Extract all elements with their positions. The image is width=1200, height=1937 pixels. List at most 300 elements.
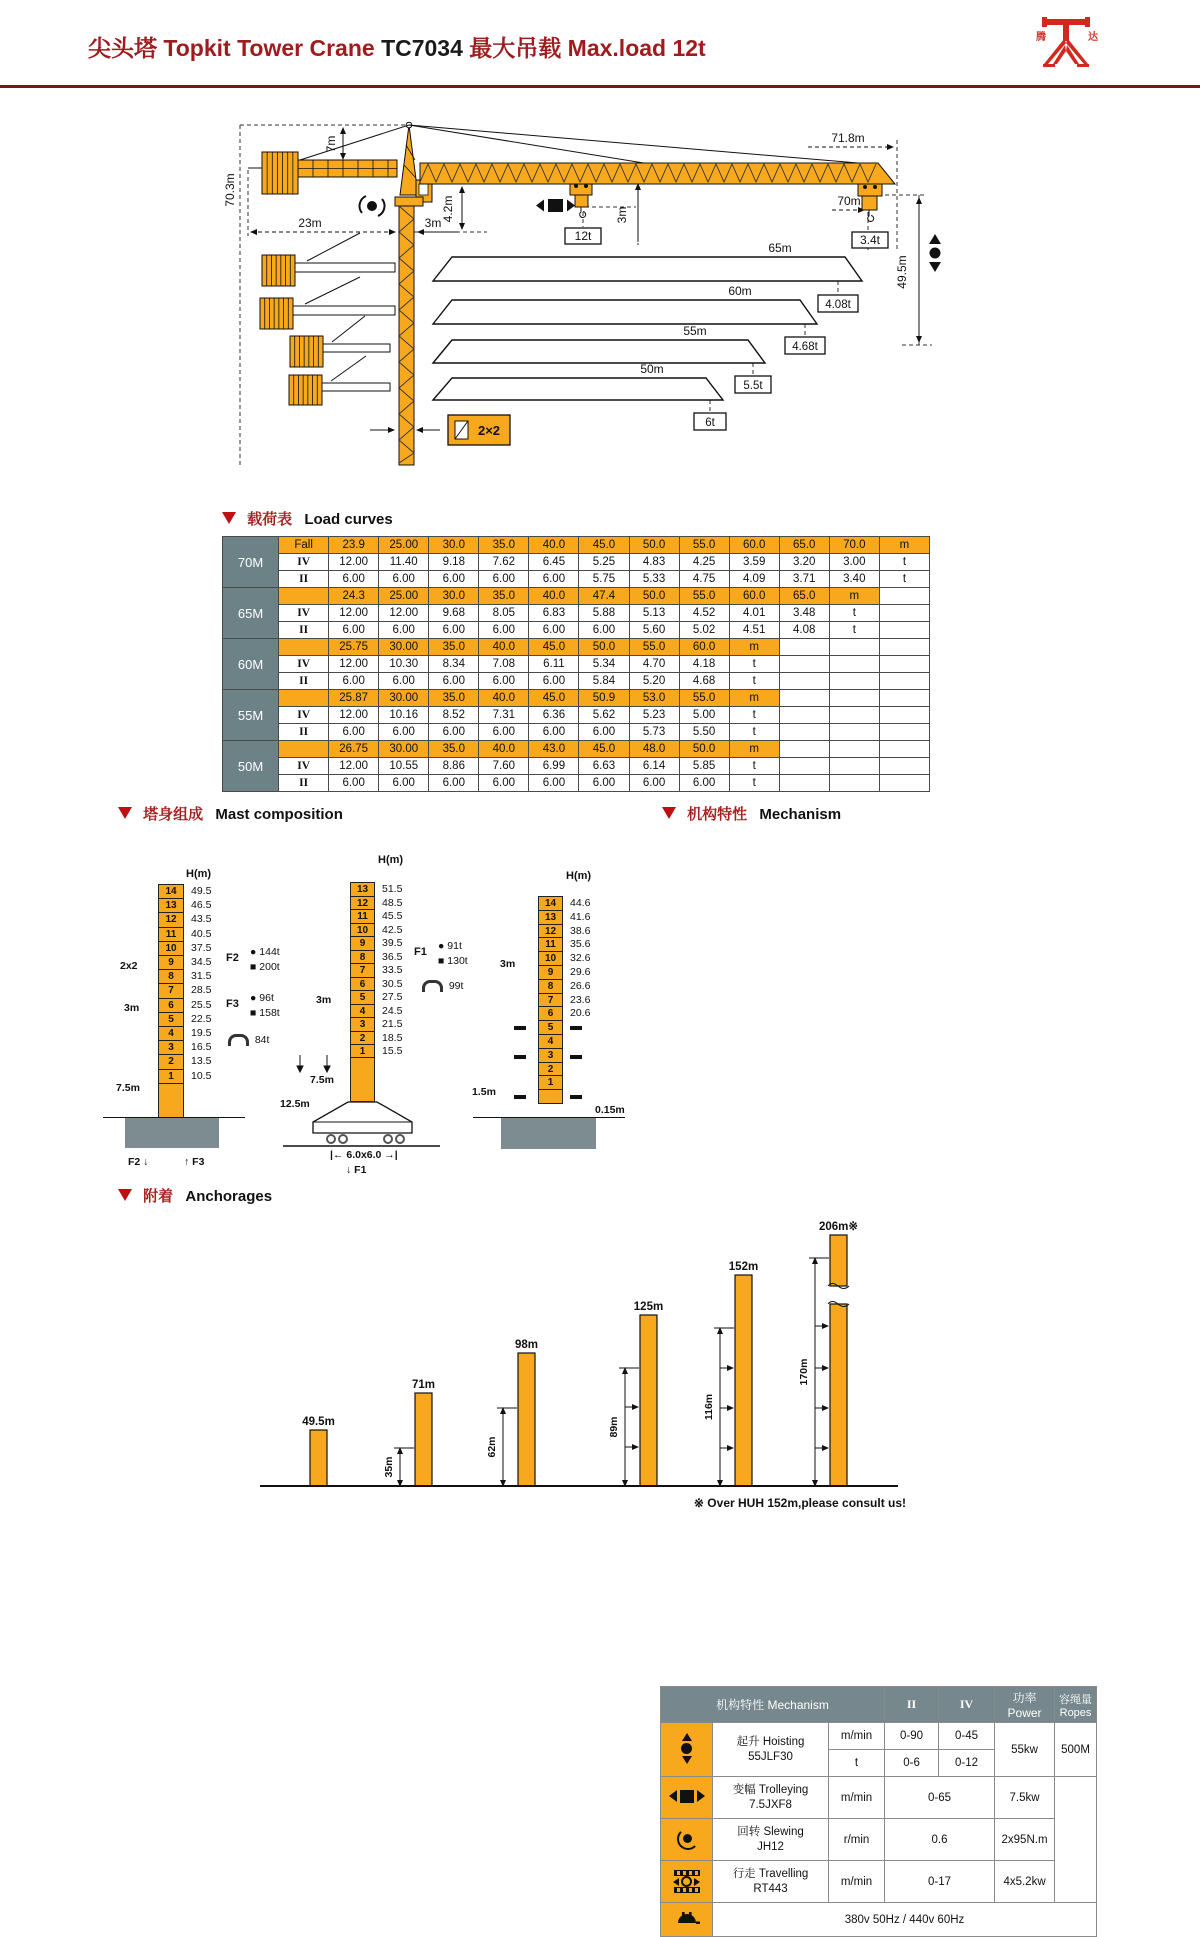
mast-segment: 1 <box>538 1075 563 1090</box>
mast-segment-height: 13.5 <box>191 1055 212 1068</box>
load-curves-en: Load curves <box>304 511 393 528</box>
mast-segment: 4 <box>538 1034 563 1049</box>
anchor-dash <box>514 1095 526 1099</box>
f1-sq-value: ■ 130t <box>438 955 468 967</box>
mast-segment-height: 44.6 <box>570 897 591 909</box>
hoist-icon <box>681 1733 692 1764</box>
load-ii-cell: 5.60 <box>629 622 679 639</box>
radius-cell: 55.0 <box>679 588 729 605</box>
mast2-f1: ↓ F1 <box>346 1164 367 1176</box>
load-ii-cell: 5.73 <box>629 724 679 741</box>
radius-cell: 50.0 <box>629 537 679 554</box>
radius-cell: 55.0 <box>629 639 679 656</box>
mast-segment: 7 <box>538 993 563 1008</box>
load-iv-cell: 5.85 <box>679 758 729 775</box>
load-iv-cell: 5.23 <box>629 707 679 724</box>
radius-cell: 50.0 <box>629 588 679 605</box>
radius-cell: 45.0 <box>529 639 579 656</box>
counter-jib <box>248 152 397 194</box>
mast1-reeving: 2x2 <box>120 960 138 972</box>
load-ii-cell <box>779 724 829 741</box>
anchor-dash <box>570 1055 582 1059</box>
f3-annotation: F3 <box>226 998 239 1010</box>
section-anchorages <box>118 1185 272 1206</box>
travelling-name: 行走 Travelling RT443 <box>713 1861 829 1903</box>
load-ii-cell: t <box>879 571 929 588</box>
load-ii-cell: 6.00 <box>379 673 429 690</box>
mast-segment: 7 <box>158 983 184 998</box>
mast-segment-height: 16.5 <box>191 1041 212 1054</box>
load-ii-cell: t <box>729 673 779 690</box>
reeving-label: 2×2 <box>477 423 501 438</box>
radius-cell: m <box>729 741 779 758</box>
mast-segment-height: 43.5 <box>191 913 212 926</box>
radius-cell: 40.0 <box>479 639 529 656</box>
jib-length-group: 70M <box>223 537 279 588</box>
load-iv-cell: IV <box>279 605 329 622</box>
load-iv-cell: 12.00 <box>329 656 379 673</box>
travel-power: 4x5.2kw <box>995 1861 1055 1903</box>
radius-cell: 55.0 <box>679 537 729 554</box>
power-supply: 380v 50Hz / 440v 60Hz <box>713 1903 1097 1937</box>
anchor-height-label: 170m <box>798 1358 810 1386</box>
slewing-name: 回转 Slewing JH12 <box>713 1819 829 1861</box>
load-iv-cell: 4.25 <box>679 554 729 571</box>
mast3-low: 1.5m <box>472 1086 496 1098</box>
header-rule <box>0 85 1200 88</box>
load-ii-cell: 6.00 <box>629 775 679 792</box>
load-ii-cell: 6.00 <box>429 571 479 588</box>
load-iv-cell: 6.99 <box>529 758 579 775</box>
foundation-1 <box>125 1118 219 1148</box>
load-ii-cell: 6.00 <box>529 571 579 588</box>
mech-header: 机构特性 Mechanism <box>661 1687 885 1723</box>
mast-segment: 3 <box>158 1040 184 1055</box>
anchor-height-label: 35m <box>383 1456 395 1478</box>
slew-value: 0.6 <box>885 1819 995 1861</box>
mast-segment: 12 <box>350 896 375 911</box>
load-ii-cell: 6.00 <box>529 622 579 639</box>
radius-cell: 50.0 <box>679 741 729 758</box>
load-ii-cell: 6.00 <box>429 724 479 741</box>
radius-cell: 23.9 <box>329 537 379 554</box>
load-iv-cell: 12.00 <box>329 554 379 571</box>
load-ii-cell: 6.00 <box>379 775 429 792</box>
load-ii-cell: 6.00 <box>529 724 579 741</box>
hoist-direction-icon <box>929 234 941 272</box>
max-load-label: 12t <box>574 229 592 243</box>
load-ii-cell <box>829 673 879 690</box>
dim-tip-radius: 71.8m <box>831 131 865 145</box>
f1-dot-value: ● 91t <box>438 940 462 952</box>
radius-cell <box>879 741 929 758</box>
trolleying-name: 变幅 Trolleying 7.5JXF8 <box>713 1777 829 1819</box>
load-iv-cell: 3.00 <box>829 554 879 571</box>
mast-segment-height: 49.5 <box>191 885 212 897</box>
mast-segment-height: 38.6 <box>570 924 591 937</box>
load-iv-cell: 7.31 <box>479 707 529 724</box>
load-iv-cell: 5.34 <box>579 656 629 673</box>
slew-icon-cell <box>661 1819 713 1861</box>
anchor-dash <box>570 1095 582 1099</box>
load-iv-cell: t <box>729 656 779 673</box>
jib-55-load: 5.5t <box>743 380 763 392</box>
jib-60-load: 4.68t <box>792 341 818 353</box>
mast-segment <box>538 1089 563 1104</box>
hoist-iv-2: 0-12 <box>939 1750 995 1777</box>
trolley-unit: m/min <box>829 1777 885 1819</box>
mast-en: Mast composition <box>215 806 343 823</box>
load-iv-cell: 5.25 <box>579 554 629 571</box>
radius-cell <box>279 690 329 707</box>
section-marker-icon <box>222 512 236 524</box>
arch-icon <box>422 980 443 992</box>
col-ii: II <box>885 1687 939 1723</box>
jib-length-group: 60M <box>223 639 279 690</box>
col-iv: IV <box>939 1687 995 1723</box>
load-iv-cell: IV <box>279 656 329 673</box>
mast-segment: 2 <box>158 1054 184 1069</box>
radius-cell: 45.0 <box>579 741 629 758</box>
radius-cell: 25.75 <box>329 639 379 656</box>
main-jib <box>420 163 895 184</box>
mast-segment-height: 37.5 <box>191 941 212 954</box>
hoisting-name: 起升 Hoisting 55JLF30 <box>713 1723 829 1777</box>
radius-cell: 47.4 <box>579 588 629 605</box>
load-ii-cell: 4.75 <box>679 571 729 588</box>
bar-height-label: 206m※ <box>818 1221 859 1233</box>
hoist-unit-2: t <box>829 1750 885 1777</box>
load-iv-cell: t <box>879 554 929 571</box>
mast-segment: 11 <box>350 909 375 924</box>
load-iv-cell: IV <box>279 707 329 724</box>
hoist-iv-1: 0-45 <box>939 1723 995 1750</box>
trolley-hook <box>570 184 592 217</box>
anchor-bar <box>518 1353 535 1486</box>
section-mast <box>118 803 343 824</box>
load-ii-cell <box>829 775 879 792</box>
dim-total-height: 70.3m <box>223 173 237 207</box>
load-ii-cell: 6.00 <box>479 622 529 639</box>
hoist-icon-cell <box>661 1723 713 1777</box>
load-ii-cell: II <box>279 724 329 741</box>
anchorages-chart <box>250 1210 950 1510</box>
load-ii-cell: 5.33 <box>629 571 679 588</box>
slewing-icon <box>360 196 385 216</box>
jib-length-group: 55M <box>223 690 279 741</box>
mast-segment: 9 <box>538 965 563 980</box>
load-ii-cell: 4.51 <box>729 622 779 639</box>
mast-segment: 1 <box>350 1044 375 1059</box>
load-iv-cell: 5.88 <box>579 605 629 622</box>
f2-dot-value: ● 144t <box>250 946 280 958</box>
load-ii-cell: 5.20 <box>629 673 679 690</box>
mast-segment-height: 34.5 <box>191 956 212 968</box>
jib-65-load: 4.08t <box>825 299 851 311</box>
load-iv-cell <box>879 707 929 724</box>
mast-segment: 5 <box>350 990 375 1005</box>
load-iv-cell <box>779 758 829 775</box>
load-iv-cell: 6.36 <box>529 707 579 724</box>
dim-tower-top: 7m <box>324 135 338 153</box>
load-ii-cell: 3.40 <box>829 571 879 588</box>
load-ii-cell: 6.00 <box>379 571 429 588</box>
mast-segment: 11 <box>158 927 184 942</box>
section-mechanism <box>662 803 841 824</box>
mast-segment: 3 <box>538 1048 563 1063</box>
foundation-3 <box>501 1118 596 1149</box>
mast-segment-height: 10.5 <box>191 1069 212 1082</box>
mast-segment: 7 <box>350 963 375 978</box>
mast1-step: 3m <box>124 1002 140 1014</box>
jib-65-label: 65m <box>768 241 792 255</box>
load-iv-cell: 3.59 <box>729 554 779 571</box>
mast-base-column <box>350 1057 375 1102</box>
slew-icon <box>676 1827 698 1849</box>
radius-cell: 30.0 <box>429 588 479 605</box>
slew-power: 2x95N.m <box>995 1819 1055 1861</box>
load-iv-cell: 3.20 <box>779 554 829 571</box>
mechanism-table <box>660 1686 1097 1937</box>
load-iv-cell: 5.00 <box>679 707 729 724</box>
logo-char-left: 腾 <box>1036 32 1046 43</box>
mast2-under: 12.5m <box>280 1098 310 1110</box>
load-ii-cell: II <box>279 673 329 690</box>
load-ii-cell: 6.00 <box>379 724 429 741</box>
mast-segment: 5 <box>158 1012 184 1027</box>
mast-segment-height: 32.6 <box>570 952 591 965</box>
mast-segment-height: 28.5 <box>191 984 212 997</box>
load-iv-cell <box>829 758 879 775</box>
mast-segment: 13 <box>158 898 184 913</box>
load-iv-cell: 11.40 <box>379 554 429 571</box>
section-marker-icon <box>118 807 132 819</box>
model-number: TC7034 <box>381 35 463 61</box>
load-iv-cell: 4.01 <box>729 605 779 622</box>
load-iv-cell: 4.52 <box>679 605 729 622</box>
load-ii-cell: 6.00 <box>529 775 579 792</box>
mast-segment-height: 22.5 <box>191 1012 212 1025</box>
travel-value: 0-17 <box>885 1861 995 1903</box>
mast-segment: 10 <box>158 941 184 956</box>
radius-cell: m <box>729 639 779 656</box>
travel-icon-cell <box>661 1861 713 1903</box>
anchor-bar <box>415 1393 432 1486</box>
radius-cell: 35.0 <box>429 741 479 758</box>
trolley-direction-icon <box>536 199 575 212</box>
load-iv-cell: t <box>729 758 779 775</box>
load-iv-cell: 5.13 <box>629 605 679 622</box>
load-iv-cell: 9.68 <box>429 605 479 622</box>
mast-segment: 6 <box>158 998 184 1013</box>
radius-cell: 25.00 <box>379 537 429 554</box>
maxload-zh: 最大吊载 <box>469 35 562 61</box>
load-ii-cell: 6.00 <box>429 775 479 792</box>
mast-segment: 8 <box>350 950 375 965</box>
mast2-track: |← 6.0x6.0 →| <box>330 1149 398 1161</box>
radius-cell: 26.75 <box>329 741 379 758</box>
load-ii-cell: 6.00 <box>429 673 479 690</box>
radius-cell: 30.0 <box>429 537 479 554</box>
h-label-2: H(m) <box>378 854 404 866</box>
load-ii-cell: II <box>279 571 329 588</box>
radius-cell: 24.3 <box>329 588 379 605</box>
mast-segment: 10 <box>538 951 563 966</box>
load-ii-cell: 5.75 <box>579 571 629 588</box>
arch-icon <box>228 1034 249 1046</box>
load-ii-cell: 5.50 <box>679 724 729 741</box>
mast-segment-height: 45.5 <box>382 910 403 922</box>
load-ii-cell <box>879 622 929 639</box>
radius-cell: 70.0 <box>829 537 879 554</box>
f3-sq-value: ■ 158t <box>250 1007 280 1019</box>
jib-50-label: 50m <box>640 362 664 376</box>
dim-hook-height: 49.5m <box>895 255 909 289</box>
load-ii-cell <box>779 775 829 792</box>
radius-cell <box>879 588 929 605</box>
bar-height-label: 49.5m <box>302 1416 335 1428</box>
load-ii-cell: 6.00 <box>479 724 529 741</box>
load-iv-cell: 7.62 <box>479 554 529 571</box>
load-ii-cell: 6.00 <box>479 673 529 690</box>
load-iv-cell: 7.08 <box>479 656 529 673</box>
page-title <box>88 30 706 63</box>
tip-load-label: 3.4t <box>859 233 881 247</box>
load-iv-cell <box>879 656 929 673</box>
anchor-height-label: 89m <box>608 1416 620 1438</box>
section-marker-icon <box>118 1189 132 1201</box>
mast-segment: 3 <box>350 1017 375 1032</box>
mast2-step: 3m <box>316 994 332 1006</box>
mast2-baseh: 7.5m <box>310 1074 334 1086</box>
radius-cell: 40.0 <box>529 537 579 554</box>
radius-cell: 60.0 <box>729 537 779 554</box>
mast-segment: 2 <box>350 1031 375 1046</box>
load-iv-cell: 10.55 <box>379 758 429 775</box>
anch-en: Anchorages <box>185 1188 273 1205</box>
radius-cell: 30.00 <box>379 639 429 656</box>
col-ropes: 容绳量 Ropes <box>1055 1687 1097 1723</box>
load-ii-cell: 6.00 <box>329 571 379 588</box>
radius-cell: 65.0 <box>779 588 829 605</box>
load-ii-cell: 4.09 <box>729 571 779 588</box>
load-iv-cell: 8.86 <box>429 758 479 775</box>
radius-cell: Fall <box>279 537 329 554</box>
load-iv-cell <box>879 758 929 775</box>
radius-cell: 65.0 <box>779 537 829 554</box>
anchor-dash <box>514 1026 526 1030</box>
load-curves-zh: 载荷表 <box>247 511 293 528</box>
radius-cell <box>879 690 929 707</box>
load-iv-cell: 12.00 <box>379 605 429 622</box>
crane-diagram <box>0 100 1200 480</box>
mast-segment: 8 <box>158 969 184 984</box>
hoist-power: 55kw <box>995 1723 1055 1777</box>
arch2-annotation: 99t <box>422 980 463 992</box>
load-iv-cell: 4.18 <box>679 656 729 673</box>
hoist-ii-1: 0-90 <box>885 1723 939 1750</box>
load-iv-cell: t <box>729 707 779 724</box>
jib-variants <box>433 257 862 400</box>
load-iv-cell <box>829 707 879 724</box>
radius-cell: 48.0 <box>629 741 679 758</box>
mast-segment-height: 27.5 <box>382 991 403 1003</box>
load-ii-cell: 6.00 <box>479 775 529 792</box>
mast-segment: 12 <box>158 912 184 927</box>
load-iv-cell: 6.83 <box>529 605 579 622</box>
anchor-bar <box>735 1275 752 1486</box>
load-ii-cell: 5.84 <box>579 673 629 690</box>
mast-segment-height: 23.6 <box>570 993 591 1006</box>
mast-segment: 8 <box>538 979 563 994</box>
arch1-annotation: 84t <box>228 1034 269 1046</box>
slewing-platform <box>395 197 423 206</box>
mast1-baseh: 7.5m <box>116 1082 140 1094</box>
radius-cell <box>279 588 329 605</box>
mast-segment-height: 29.6 <box>570 966 591 978</box>
mast-segment-height: 19.5 <box>191 1027 212 1039</box>
radius-cell <box>879 639 929 656</box>
load-iv-cell: 9.18 <box>429 554 479 571</box>
anchor-bar <box>640 1315 657 1486</box>
company-logo-icon <box>1030 12 1102 81</box>
bar-height-label: 125m <box>633 1301 664 1313</box>
mast-segment: 12 <box>538 924 563 939</box>
load-iv-cell: 6.45 <box>529 554 579 571</box>
radius-cell: 50.9 <box>579 690 629 707</box>
mast-segment-height: 36.5 <box>382 950 403 963</box>
load-ii-cell: 6.00 <box>329 622 379 639</box>
anchor-dash <box>570 1026 582 1030</box>
travel-unit: m/min <box>829 1861 885 1903</box>
mast-segment: 1 <box>158 1069 184 1084</box>
title-en: Topkit Tower Crane <box>163 35 375 61</box>
anchor-height-label: 116m <box>703 1393 715 1421</box>
anchorage-note: ※ Over HUH 152m,please consult us! <box>693 1496 907 1510</box>
radius-cell: 45.0 <box>529 690 579 707</box>
mast-segment-height: 15.5 <box>382 1045 403 1057</box>
load-ii-cell <box>779 673 829 690</box>
load-iv-cell <box>779 656 829 673</box>
anch-zh: 附着 <box>143 1188 174 1205</box>
mast-segment-height: 51.5 <box>382 883 403 895</box>
hoist-ropes: 500M <box>1055 1723 1097 1777</box>
load-iv-cell: 4.70 <box>629 656 679 673</box>
load-iv-cell: 6.63 <box>579 758 629 775</box>
f2-sq-value: ■ 200t <box>250 961 280 973</box>
load-ii-cell: 6.00 <box>579 622 629 639</box>
dim-jib-depth: 4.2m <box>441 195 455 223</box>
mast-segment-height: 39.5 <box>382 937 403 949</box>
radius-cell: 30.00 <box>379 741 429 758</box>
dim-mast-width: 3m <box>424 216 442 230</box>
load-ii-cell <box>879 724 929 741</box>
load-iv-cell: t <box>829 605 879 622</box>
radius-cell: m <box>879 537 929 554</box>
trolley-icon <box>669 1790 705 1803</box>
mast-segment-height: 25.5 <box>191 998 212 1011</box>
ropes-empty <box>1055 1777 1097 1903</box>
radius-cell: 25.87 <box>329 690 379 707</box>
load-ii-cell: 6.00 <box>579 724 629 741</box>
section-marker-icon <box>662 807 676 819</box>
load-iv-cell: 10.30 <box>379 656 429 673</box>
anchor-bar <box>830 1235 847 1286</box>
maxload-en: Max.load 12t <box>567 35 706 61</box>
jib-50-load: 6t <box>705 417 715 429</box>
mast-zh: 塔身组成 <box>143 806 204 823</box>
load-iv-cell: 5.62 <box>579 707 629 724</box>
